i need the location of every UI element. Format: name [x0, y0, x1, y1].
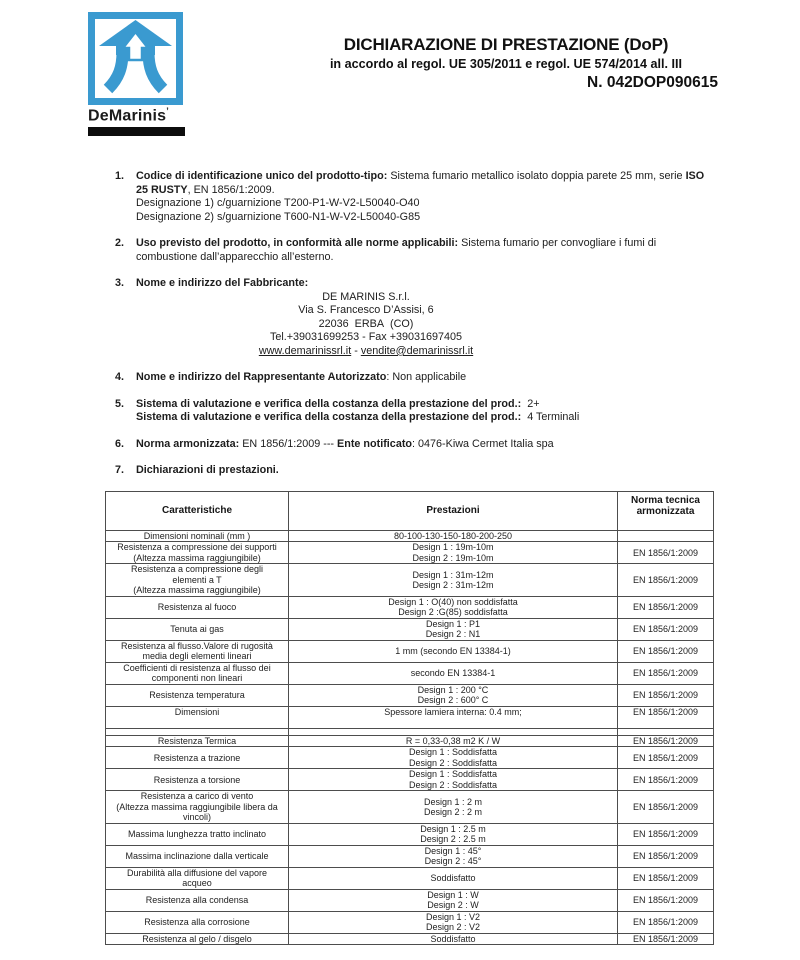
text-line — [136, 304, 596, 318]
text-segment: Designazione 1) c/guarnizione T200-P1-W-V2-L50040-O40 — [136, 197, 420, 210]
spacer-row — [106, 728, 714, 735]
cell-prestazioni: Design 1 : 2.5 m Design 2 : 2.5 m — [289, 823, 618, 845]
cell-norma: EN 1856/1:2009 — [618, 564, 714, 597]
item-number: 1. — [115, 170, 125, 183]
text-segment: Codice di identificazione unico del prodotto-tipo: — [136, 170, 391, 183]
cell-caratteristiche: Dimensioni — [106, 706, 289, 728]
cell-norma: EN 1856/1:2009 — [618, 823, 714, 845]
item-number: 3. — [115, 277, 125, 290]
cell-norma: EN 1856/1:2009 — [618, 662, 714, 684]
list-item — [115, 464, 713, 478]
text-segment: - — [351, 344, 361, 357]
cell-caratteristiche: Resistenza a carico di vento (Altezza massima raggiungibile libera da vincoli) — [106, 791, 289, 824]
text-line — [136, 398, 713, 412]
cell-caratteristiche: Dimensioni nominali (mm ) — [106, 530, 289, 542]
text-segment: : 0476-Kiwa Cermet Italia spa — [412, 437, 554, 450]
cell-prestazioni: Soddisfatto — [289, 933, 618, 945]
item-body — [136, 464, 713, 478]
logo-wordmark: DeMarinis’ — [88, 106, 169, 125]
logo-underline-bar — [88, 127, 185, 136]
document-subtitle: in accordo al regol. UE 305/2011 e regol. UE 574/2014 all. III — [329, 57, 683, 71]
text-segment: Designazione 2) s/guarnizione T600-N1-W-V2-L50040-G85 — [136, 210, 421, 223]
cell-norma: EN 1856/1:2009 — [618, 735, 714, 747]
cell-norma: EN 1856/1:2009 — [618, 747, 714, 769]
performance-table — [105, 491, 714, 946]
cell-norma: EN 1856/1:2009 — [618, 684, 714, 706]
document-title: DICHIARAZIONE DI PRESTAZIONE (DoP) — [343, 35, 669, 54]
text-segment: DE MARINIS S.r.l. — [322, 290, 410, 303]
cell-caratteristiche: Tenuta ai gas — [106, 618, 289, 640]
col-header-prestazioni: Prestazioni — [289, 491, 618, 530]
table-row — [106, 640, 714, 662]
cell-prestazioni: Design 1 : Soddisfatta Design 2 : Soddisfatta — [289, 747, 618, 769]
cell-prestazioni: Spessore lamiera interna: 0.4 mm; — [289, 706, 618, 728]
table-row — [106, 845, 714, 867]
item-number: 6. — [115, 437, 125, 450]
table-row — [106, 684, 714, 706]
table-row — [106, 618, 714, 640]
cell-prestazioni: Design 1 : Soddisfatta Design 2 : Soddisfatta — [289, 769, 618, 791]
text-line — [136, 345, 596, 359]
logo-mark: ’ — [166, 106, 169, 116]
text-segment: , EN 1856/1:2009. — [187, 183, 275, 196]
list-item — [115, 277, 713, 358]
list-item — [115, 438, 713, 452]
item-body — [136, 438, 713, 452]
cell-prestazioni: Soddisfatto — [289, 867, 618, 889]
table-row — [106, 662, 714, 684]
text-line — [136, 237, 713, 264]
table-row — [106, 823, 714, 845]
item-body — [136, 170, 713, 224]
text-segment: 2+ — [521, 397, 540, 410]
table-row — [106, 889, 714, 911]
cell-prestazioni: R = 0,33-0,38 m2 K / W — [289, 735, 618, 747]
document-header — [0, 0, 800, 136]
cell-norma: EN 1856/1:2009 — [618, 618, 714, 640]
website-link[interactable]: www.demarinissrl.it — [258, 344, 352, 357]
text-segment: Sistema di valutazione e verifica della costanza della prestazione del prod.: — [136, 397, 522, 410]
cell-norma: EN 1856/1:2009 — [618, 889, 714, 911]
text-line — [136, 438, 713, 452]
cell-prestazioni: 80-100-130-150-180-200-250 — [289, 530, 618, 542]
item-number: 4. — [115, 371, 125, 384]
item-body — [136, 398, 713, 425]
text-line — [136, 371, 713, 385]
text-line — [136, 211, 713, 225]
table-row — [106, 530, 714, 542]
text-segment: ISO 25 RUSTY — [136, 170, 705, 196]
spacer-cell — [289, 728, 618, 735]
cell-caratteristiche: Massima inclinazione dalla verticale — [106, 845, 289, 867]
cell-norma: EN 1856/1:2009 — [618, 706, 714, 728]
cell-prestazioni: Design 1 : 200 °C Design 2 : 600° C — [289, 684, 618, 706]
cell-prestazioni: Design 1 : 2 m Design 2 : 2 m — [289, 791, 618, 824]
cell-norma: EN 1856/1:2009 — [618, 542, 714, 564]
text-segment: Via S. Francesco D’Assisi, 6 — [298, 304, 434, 317]
table-row — [106, 747, 714, 769]
text-segment: 4 Terminali — [521, 411, 580, 424]
table-header-row — [106, 491, 714, 530]
cell-caratteristiche: Coefficienti di resistenza al flusso dei componenti non lineari — [106, 662, 289, 684]
text-line — [136, 331, 596, 345]
table-row — [106, 706, 714, 728]
cell-caratteristiche: Resistenza al gelo / disgelo — [106, 933, 289, 945]
cell-caratteristiche: Resistenza alla condensa — [106, 889, 289, 911]
cell-prestazioni: Design 1 : O(40) non soddisfatta Design 2 :G(85) soddisfatta — [289, 596, 618, 618]
text-segment: Nome e indirizzo del Rappresentante Autorizzato — [136, 371, 387, 384]
text-segment: Sistema fumario per convogliare i fumi di combustione dall’apparecchio all’esterno. — [136, 237, 657, 263]
text-segment: Sistema fumario metallico isolato doppia parete 25 mm, serie — [390, 170, 686, 183]
list-item — [115, 170, 713, 224]
cell-caratteristiche: Resistenza a compressione degli elementi a T (Altezza massima raggiungibile) — [106, 564, 289, 597]
cell-caratteristiche: Durabilità alla diffusione del vapore acqueo — [106, 867, 289, 889]
list-item — [115, 398, 713, 425]
text-segment: Uso previsto del prodotto, in conformità alle norme applicabili: — [136, 237, 462, 250]
cell-caratteristiche: Resistenza al flusso.Valore di rugosità media degli elementi lineari — [106, 640, 289, 662]
cell-norma: EN 1856/1:2009 — [618, 640, 714, 662]
col-header-norma: Norma tecnica armonizzata — [618, 491, 714, 530]
list-item — [115, 371, 713, 385]
text-segment: Nome e indirizzo del Fabbricante: — [136, 277, 309, 290]
cell-prestazioni: 1 mm (secondo EN 13384-1) — [289, 640, 618, 662]
cell-caratteristiche: Resistenza Termica — [106, 735, 289, 747]
table-head — [106, 491, 714, 530]
demarinis-logo — [88, 12, 185, 136]
text-segment: Tel.+39031699253 - Fax +39031697405 — [269, 331, 463, 344]
text-line — [136, 318, 596, 332]
cell-prestazioni: Design 1 : V2 Design 2 : V2 — [289, 911, 618, 933]
doc-list — [115, 170, 713, 478]
text-line — [136, 170, 713, 197]
cell-norma: EN 1856/1:2009 — [618, 791, 714, 824]
text-segment: 22036 ERBA (CO) — [318, 317, 414, 330]
cell-norma: EN 1856/1:2009 — [618, 769, 714, 791]
cell-prestazioni: Design 1 : 31m-12m Design 2 : 31m-12m — [289, 564, 618, 597]
item-number: 2. — [115, 237, 125, 250]
cell-norma: EN 1856/1:2009 — [618, 933, 714, 945]
text-line — [136, 411, 713, 425]
logo-box — [88, 12, 183, 105]
cell-caratteristiche: Resistenza temperatura — [106, 684, 289, 706]
text-segment: Dichiarazioni di prestazioni. — [136, 464, 279, 477]
text-segment: EN 1856/1:2009 --- — [242, 437, 338, 450]
spacer-cell — [618, 728, 714, 735]
table-row — [106, 564, 714, 597]
cell-caratteristiche: Resistenza a trazione — [106, 747, 289, 769]
cell-prestazioni: Design 1 : 45° Design 2 : 45° — [289, 845, 618, 867]
text-segment: Sistema di valutazione e verifica della costanza della prestazione del prod.: — [136, 411, 522, 424]
cell-caratteristiche: Resistenza al fuoco — [106, 596, 289, 618]
table-row — [106, 542, 714, 564]
cell-norma — [618, 530, 714, 542]
cell-caratteristiche: Resistenza a torsione — [106, 769, 289, 791]
table-row — [106, 911, 714, 933]
cell-norma: EN 1856/1:2009 — [618, 845, 714, 867]
text-segment: : Non applicabile — [386, 371, 467, 384]
item-number: 5. — [115, 397, 125, 410]
table-row — [106, 791, 714, 824]
table-row — [106, 596, 714, 618]
email-link[interactable]: vendite@demarinissrl.it — [360, 344, 474, 357]
cell-norma: EN 1856/1:2009 — [618, 596, 714, 618]
col-header-caratteristiche: Caratteristiche — [106, 491, 289, 530]
document-number: N. 042DOP090615 — [587, 74, 718, 91]
cell-norma: EN 1856/1:2009 — [618, 867, 714, 889]
table-body — [106, 530, 714, 945]
table-row — [106, 769, 714, 791]
list-item — [115, 237, 713, 264]
cell-prestazioni: secondo EN 13384-1 — [289, 662, 618, 684]
table-row — [106, 735, 714, 747]
table-row — [106, 933, 714, 945]
text-line — [136, 464, 713, 478]
cell-caratteristiche: Resistenza a compressione dei supporti (Altezza massima raggiungibile) — [106, 542, 289, 564]
cell-caratteristiche: Resistenza alla corrosione — [106, 911, 289, 933]
text-line — [136, 291, 596, 305]
spacer-cell — [106, 728, 289, 735]
text-segment: Ente notificato — [337, 437, 413, 450]
cell-norma: EN 1856/1:2009 — [618, 911, 714, 933]
text-segment: Norma armonizzata: — [136, 437, 243, 450]
cell-prestazioni: Design 1 : P1 Design 2 : N1 — [289, 618, 618, 640]
item-body — [136, 371, 713, 385]
item-number: 7. — [115, 464, 125, 477]
table-row — [106, 867, 714, 889]
cell-prestazioni: Design 1 : 19m-10m Design 2 : 19m-10m — [289, 542, 618, 564]
item-body — [136, 237, 713, 264]
text-line — [136, 197, 713, 211]
cell-prestazioni: Design 1 : W Design 2 : W — [289, 889, 618, 911]
chimney-arrow-icon — [95, 19, 176, 98]
cell-caratteristiche: Massima lunghezza tratto inclinato — [106, 823, 289, 845]
title-block — [294, 12, 718, 136]
text-line — [136, 277, 713, 291]
item-body — [136, 277, 713, 358]
